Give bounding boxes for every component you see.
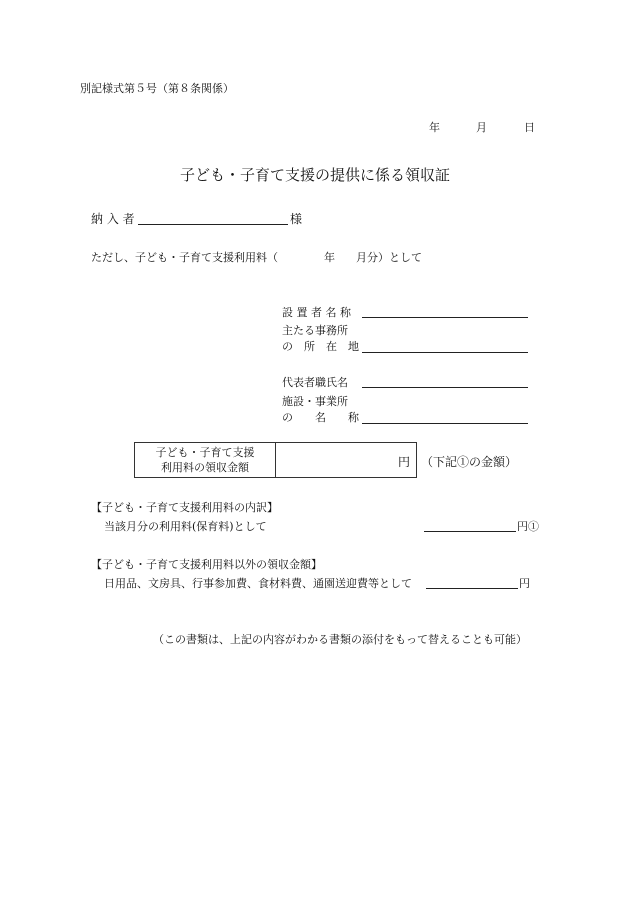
proviso-month: 月分）として [356, 251, 422, 264]
breakdown-heading: 【子ども・子育て支援利用料の内訳】 [91, 501, 278, 514]
representative-line [362, 387, 528, 388]
facility-label-line2: の 名 称 [282, 411, 359, 424]
other-fees-unit: 円 [519, 577, 530, 590]
proviso-prefix: ただし、子ども・子育て支援利用料（ [91, 251, 278, 264]
representative-label: 代表者職氏名 [282, 376, 348, 389]
org-name-label: 設 置 者 名 称 [282, 306, 351, 319]
payer-suffix: 様 [290, 212, 303, 226]
amount-box-label-line1: 子ども・子育て支援 [155, 446, 255, 459]
breakdown-amount-line [424, 531, 516, 532]
office-address-line [362, 352, 528, 353]
other-fees-item: 日用品、文房具、行事参加費、食材料費、通園送迎費等として [104, 577, 412, 590]
amount-box-label [135, 443, 276, 477]
date-month-label: 月 [476, 121, 487, 134]
breakdown-unit: 円① [517, 520, 539, 533]
amount-box-label-line2: 利用料の領収金額 [161, 461, 249, 474]
facility-name-line [362, 423, 528, 424]
document-title: 子ども・子育て支援の提供に係る領収証 [179, 166, 450, 184]
office-label-line2: の 所 在 地 [282, 340, 359, 353]
form-number: 別記様式第５号（第８条関係） [80, 82, 234, 95]
payer-name-line [138, 224, 288, 225]
facility-label-line1: 施設・事業所 [282, 395, 348, 408]
date-year-label: 年 [429, 121, 440, 134]
footnote: （この書類は、上記の内容がわかる書類の添付をもって替えることも可能） [153, 633, 527, 646]
org-name-line [362, 317, 528, 318]
payer-label: 納 入 者 [91, 212, 135, 226]
date-day-label: 日 [524, 121, 535, 134]
amount-box [134, 442, 417, 478]
proviso-year: 年 [324, 251, 335, 264]
amount-box-unit: 円 [397, 455, 410, 469]
amount-box-note: （下記①の金額） [421, 455, 518, 469]
other-fees-heading: 【子ども・子育て支援利用料以外の領収金額】 [91, 558, 322, 571]
office-label-line1: 主たる事務所 [282, 324, 348, 337]
breakdown-item: 当該月分の利用料(保育料)として [104, 520, 267, 533]
other-fees-amount-line [426, 588, 518, 589]
